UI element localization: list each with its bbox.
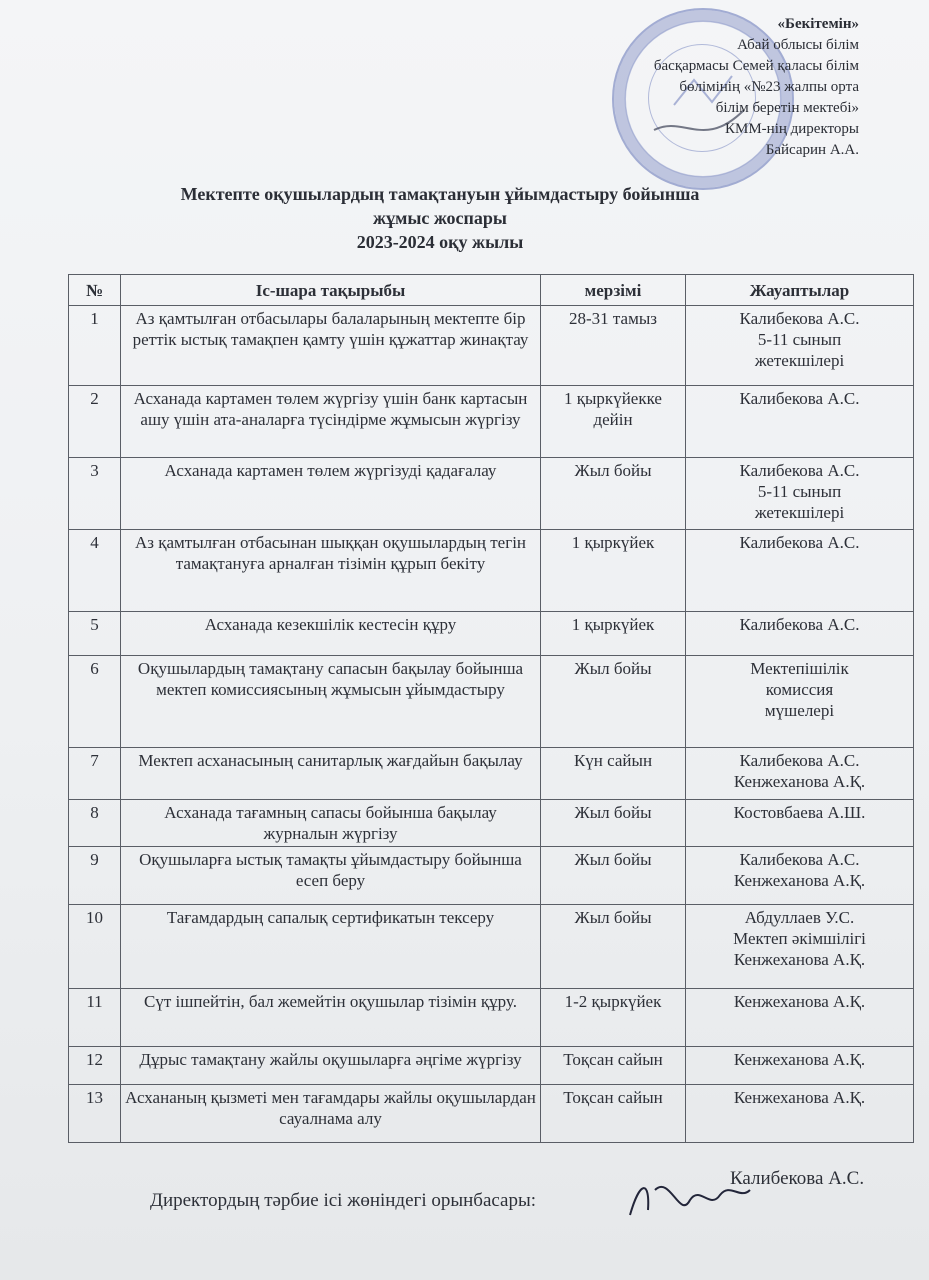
- row-event-title: Асханада тағамның сапасы бойынша бақылау журналын жүргізу: [121, 800, 541, 847]
- table-row: [69, 905, 914, 989]
- row-number: 3: [69, 458, 121, 530]
- row-responsible: Костовбаева А.Ш.: [686, 800, 914, 847]
- row-event-title: Оқушыларға ыстық тамақты ұйымдастыру бойынша есеп беру: [121, 847, 541, 905]
- header-responsible: Жауаптылар: [686, 275, 914, 306]
- row-number: 9: [69, 847, 121, 905]
- row-number: 11: [69, 989, 121, 1047]
- table-row: [69, 306, 914, 386]
- row-responsible: Мектепішілік комиссия мүшелері: [686, 656, 914, 748]
- row-responsible: Калибекова А.С. Кенжеханова А.Қ.: [686, 847, 914, 905]
- row-responsible: Калибекова А.С. 5-11 сынып жетекшілері: [686, 458, 914, 530]
- deputy-director-label: Директордың тәрбие ісі жөніндегі орынбасары:: [150, 1190, 537, 1211]
- table-row: [69, 612, 914, 656]
- row-deadline: 28-31 тамыз: [541, 306, 686, 386]
- row-number: 6: [69, 656, 121, 748]
- row-event-title: Асханада картамен төлем жүргізуді қадағалау: [121, 458, 541, 530]
- row-deadline: 1-2 қыркүйек: [541, 989, 686, 1047]
- row-responsible: Кенжеханова А.Қ.: [686, 1085, 914, 1143]
- table-row: [69, 1085, 914, 1143]
- approval-line: Абай облысы білім: [737, 37, 859, 53]
- row-event-title: Мектеп асханасының санитарлық жағдайын бақылау: [121, 748, 541, 800]
- document-title: [120, 182, 760, 254]
- row-number: 7: [69, 748, 121, 800]
- approval-line: білім беретін мектебі»: [715, 100, 859, 116]
- row-deadline: Жыл бойы: [541, 656, 686, 748]
- row-event-title: Асханада картамен төлем жүргізу үшін банк картасын ашу үшін ата-аналарға түсіндірме жұмысын жүргізу: [121, 386, 541, 458]
- row-event-title: Аз қамтылған отбасылары балаларының мектепте бір реттік ыстық тамақпен қамту үшін құжаттар жинақтау: [121, 306, 541, 386]
- row-event-title: Оқушылардың тамақтану сапасын бақылау бойынша мектеп комиссиясының жұмысын ұйымдастыру: [121, 656, 541, 748]
- row-deadline: Жыл бойы: [541, 905, 686, 989]
- row-responsible: Калибекова А.С. Кенжеханова А.Қ.: [686, 748, 914, 800]
- row-responsible: Калибекова А.С. 5-11 сынып жетекшілері: [686, 306, 914, 386]
- row-responsible: Калибекова А.С.: [686, 612, 914, 656]
- row-number: 13: [69, 1085, 121, 1143]
- row-number: 2: [69, 386, 121, 458]
- approval-line: бөлімінің «№23 жалпы орта: [679, 79, 859, 95]
- header-number: №: [69, 275, 121, 306]
- row-deadline: 1 қыркүйек: [541, 612, 686, 656]
- title-line: жұмыс жоспары: [373, 208, 507, 228]
- row-deadline: Жыл бойы: [541, 847, 686, 905]
- row-number: 10: [69, 905, 121, 989]
- table-row: [69, 748, 914, 800]
- table-row: [69, 800, 914, 847]
- row-event-title: Аз қамтылған отбасынан шыққан оқушылардың тегін тамақтануға арналған тізімін құрып бекіту: [121, 530, 541, 612]
- approval-heading: «Бекітемін»: [777, 16, 859, 32]
- row-responsible: Кенжеханова А.Қ.: [686, 1047, 914, 1085]
- row-number: 1: [69, 306, 121, 386]
- table-row: [69, 458, 914, 530]
- table-row: [69, 530, 914, 612]
- approval-line: Байсарин А.А.: [765, 142, 859, 158]
- row-deadline: Жыл бойы: [541, 800, 686, 847]
- row-number: 5: [69, 612, 121, 656]
- row-event-title: Дұрыс тамақтану жайлы оқушыларға әңгіме жүргізу: [121, 1047, 541, 1085]
- header-event-title: Іс-шара тақырыбы: [121, 275, 541, 306]
- table-header-row: [69, 275, 914, 306]
- deputy-director-name: Калибекова А.С.: [730, 1168, 865, 1189]
- row-deadline: Тоқсан сайын: [541, 1047, 686, 1085]
- table-row: [69, 847, 914, 905]
- table-row: [69, 1047, 914, 1085]
- row-deadline: 1 қыркүйекке дейін: [541, 386, 686, 458]
- row-deadline: 1 қыркүйек: [541, 530, 686, 612]
- row-event-title: Асханада кезекшілік кестесін құру: [121, 612, 541, 656]
- row-responsible: Кенжеханова А.Қ.: [686, 989, 914, 1047]
- approval-line: КММ-нің директоры: [725, 121, 859, 137]
- row-event-title: Тағамдардың сапалық сертификатын тексеру: [121, 905, 541, 989]
- approval-block: [559, 14, 859, 161]
- row-event-title: Асхананың қызметі мен тағамдары жайлы оқушылардан сауалнама алу: [121, 1085, 541, 1143]
- title-line: Мектепте оқушылардың тамақтануын ұйымдастыру бойынша: [180, 184, 700, 204]
- row-event-title: Сүт ішпейтін, бал жемейтін оқушылар тізімін құру.: [121, 989, 541, 1047]
- row-responsible: Калибекова А.С.: [686, 530, 914, 612]
- row-responsible: Калибекова А.С.: [686, 386, 914, 458]
- row-deadline: Күн сайын: [541, 748, 686, 800]
- table-row: [69, 989, 914, 1047]
- work-plan-table: [68, 274, 914, 1143]
- row-number: 12: [69, 1047, 121, 1085]
- row-responsible: Абдуллаев У.С. Мектеп әкімшілігі Кенжеханова А.Қ.: [686, 905, 914, 989]
- header-deadline: мерзімі: [541, 275, 686, 306]
- row-number: 4: [69, 530, 121, 612]
- row-number: 8: [69, 800, 121, 847]
- row-deadline: Тоқсан сайын: [541, 1085, 686, 1143]
- table-row: [69, 386, 914, 458]
- approval-line: басқармасы Семей қаласы білім: [653, 58, 859, 74]
- title-line: 2023-2024 оқу жылы: [356, 232, 524, 252]
- row-deadline: Жыл бойы: [541, 458, 686, 530]
- table-row: [69, 656, 914, 748]
